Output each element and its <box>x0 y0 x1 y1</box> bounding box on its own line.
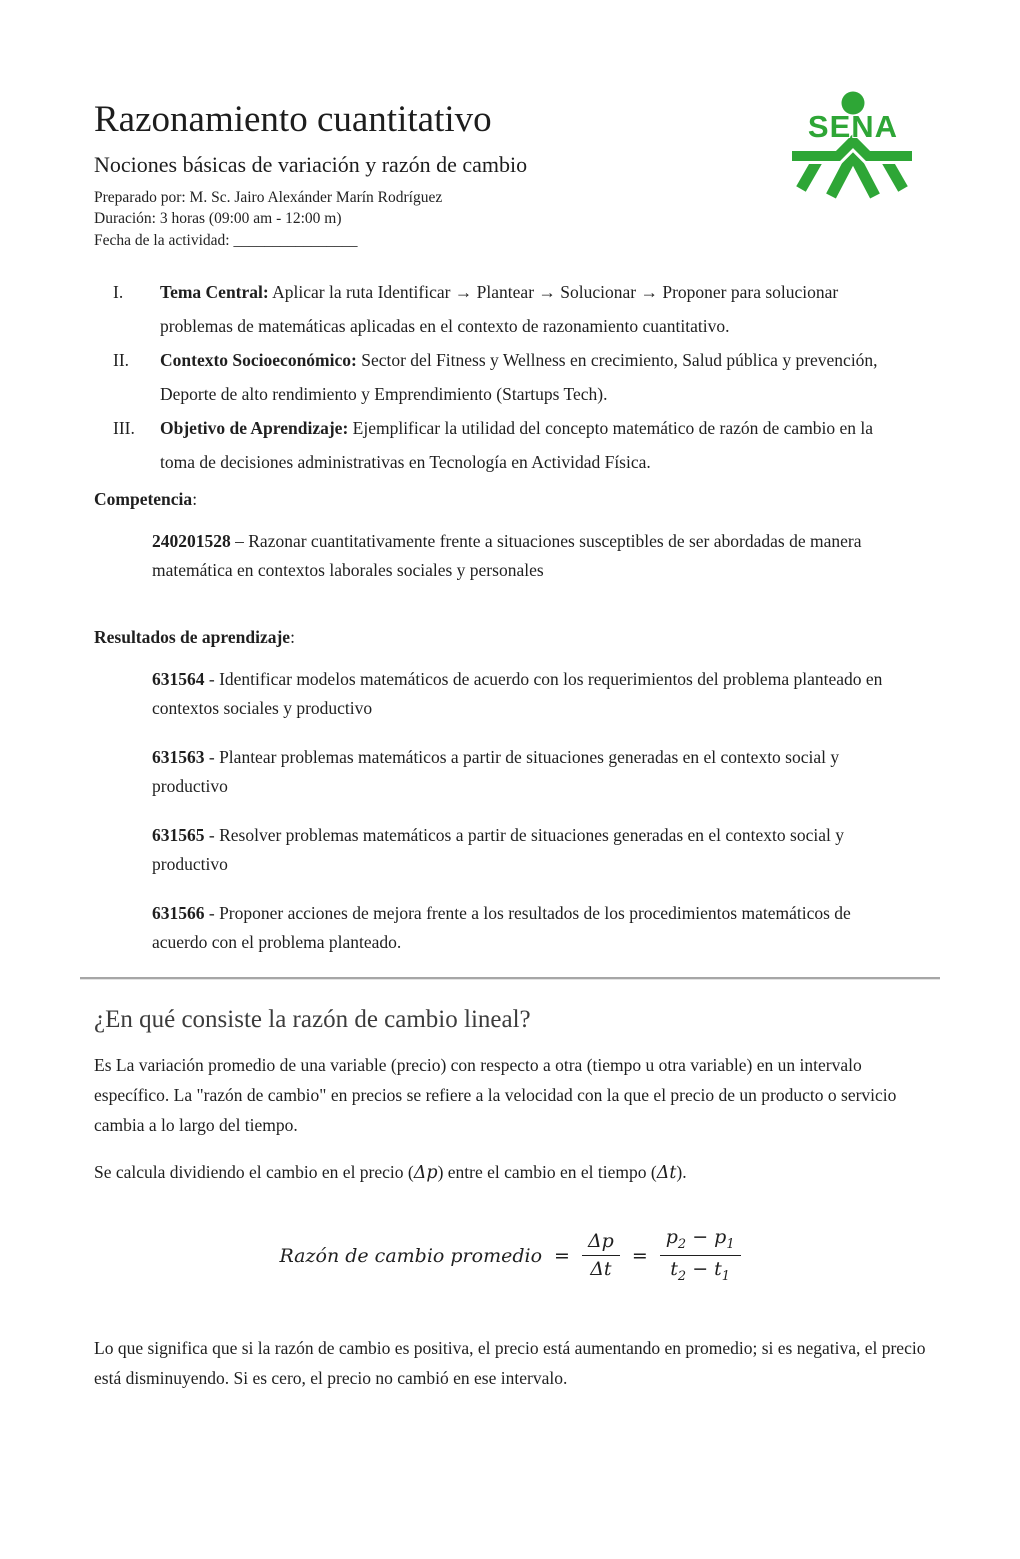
list-numeral: I. <box>113 281 124 302</box>
sena-logo-icon <box>790 90 914 202</box>
page-subtitle: Nociones básicas de variación y razón de cambio <box>94 152 528 177</box>
delta-t-symbol: Δt <box>656 1163 677 1184</box>
competencia-code: 240201528 <box>152 530 231 551</box>
resultado-item <box>152 743 910 801</box>
para2-mid: ) entre el cambio en el tiempo ( <box>437 1162 657 1183</box>
resultado-code: 631563 <box>152 746 205 767</box>
competencia-heading <box>94 487 926 511</box>
page-title: Razonamiento cuantitativo <box>94 99 492 140</box>
resultado-code: 631566 <box>152 902 205 923</box>
list-item-tema-central <box>94 275 926 343</box>
t2-subscript: 2 <box>677 1269 687 1285</box>
resultado-text: - Proponer acciones de mejora frente a los resultados de los procedimientos matemáticos de acuerdo con el problema planteado. <box>152 902 851 952</box>
list-item-body: Ejemplificar la utilidad del concepto matemático de razón de cambio en la toma de decisiones administrativas en Tecnología en Actividad Física. <box>160 417 874 472</box>
resultados-heading-label: Resultados de aprendizaje <box>94 626 291 647</box>
meta-prepared-by: Preparado por: M. Sc. Jairo Alexánder Marín Rodríguez <box>94 189 443 206</box>
fraction-numerator: Δp <box>582 1230 620 1257</box>
resultados-heading <box>94 625 926 649</box>
list-item-text <box>160 411 900 479</box>
meta-activity-date: Fecha de la actividad: ________________ <box>94 231 358 249</box>
t1-base: t <box>714 1258 722 1281</box>
p1-base: p <box>714 1226 727 1249</box>
competencia-paragraph <box>152 527 910 585</box>
p2-base: p <box>665 1226 678 1249</box>
list-item-body: Aplicar la ruta Identificar → Plantear → Solucionar → Proponer para solucionar problemas de matemáticas aplicadas en el contexto de razonamiento cuantitativo. <box>160 281 839 336</box>
document-header <box>94 98 926 251</box>
resultado-code: 631564 <box>152 668 205 689</box>
minus-sign: − <box>692 1258 709 1281</box>
competencia-text: – Razonar cuantitativamente frente a situaciones susceptibles de ser abordadas de manera matemática en contextos laborales sociales y personales <box>152 530 862 580</box>
t1-subscript: 1 <box>721 1269 731 1285</box>
fraction-denominator <box>670 1256 730 1285</box>
resultado-text: - Plantear problemas matemáticos a partir de situaciones generadas en el contexto social y productivo <box>152 746 840 796</box>
equals-sign: = <box>631 1244 648 1267</box>
resultado-item <box>152 665 910 723</box>
section-heading: ¿En qué consiste la razón de cambio lineal? <box>94 1005 531 1033</box>
resultado-item <box>152 899 910 957</box>
list-item-text <box>160 275 900 343</box>
t2-base: t <box>670 1258 678 1281</box>
list-numeral: III. <box>113 417 135 438</box>
competencia-heading-label: Competencia <box>94 488 193 509</box>
horizontal-divider <box>80 977 940 980</box>
sena-logo-text: SENA <box>807 109 899 144</box>
header-text-block <box>94 98 527 251</box>
list-item-contexto <box>94 343 926 411</box>
list-item-label: Objetivo de Aprendizaje: <box>160 417 349 438</box>
para2-pre: Se calcula dividiendo el cambio en el precio ( <box>94 1162 414 1183</box>
delta-p-symbol: Δp <box>413 1163 438 1184</box>
section-paragraph-1: Es La variación promedio de una variable (precio) con respecto a otra (tiempo u otra variable) en un intervalo específico. La "razón de cambio" en precios se refiere a la velocidad con la que el precio de un producto o servicio cambia a lo largo del tiempo. <box>94 1054 897 1135</box>
list-item-body: Sector del Fitness y Wellness en crecimiento, Salud pública y prevención, Deporte de alto rendimiento y Emprendimiento (Startups Tech). <box>160 349 878 404</box>
agenda-list <box>94 275 926 479</box>
section-paragraph-3: Lo que significa que si la razón de cambio es positiva, el precio está aumentando en promedio; si es negativa, el precio está disminuyendo. Si es cero, el precio no cambió en ese intervalo. <box>94 1338 926 1389</box>
sena-logo <box>790 90 914 207</box>
formula-lhs: Razón de cambio promedio <box>279 1244 543 1267</box>
resultado-code: 631565 <box>152 824 205 845</box>
equals-sign: = <box>554 1244 570 1267</box>
para2-post: ). <box>676 1162 687 1183</box>
list-item-label: Contexto Socioeconómico: <box>160 349 357 370</box>
resultado-item <box>152 821 910 879</box>
document-meta <box>94 187 527 251</box>
competencia-heading-colon: : <box>192 488 198 509</box>
fraction-numerator <box>660 1226 741 1256</box>
list-item-objetivo <box>94 411 926 479</box>
p1-subscript: 1 <box>726 1237 735 1253</box>
fraction-delta <box>582 1230 620 1283</box>
list-item-text <box>160 343 900 411</box>
resultados-heading-colon: : <box>290 626 295 647</box>
minus-sign: − <box>692 1226 709 1249</box>
resultado-text: - Identificar modelos matemáticos de acuerdo con los requerimientos del problema planteado en contextos sociales y productivo <box>152 668 883 718</box>
meta-duration: Duración: 3 horas (09:00 am - 12:00 m) <box>94 210 342 228</box>
rate-of-change-formula <box>94 1226 926 1285</box>
list-numeral: II. <box>113 349 130 370</box>
section-paragraph-2 <box>94 1157 926 1188</box>
fraction-denominator: Δt <box>590 1258 612 1281</box>
resultado-text: - Resolver problemas matemáticos a partir de situaciones generadas en el contexto social y productivo <box>152 824 844 874</box>
fraction-points <box>660 1226 741 1285</box>
p2-subscript: 2 <box>677 1237 687 1253</box>
list-item-label: Tema Central: <box>160 281 269 302</box>
